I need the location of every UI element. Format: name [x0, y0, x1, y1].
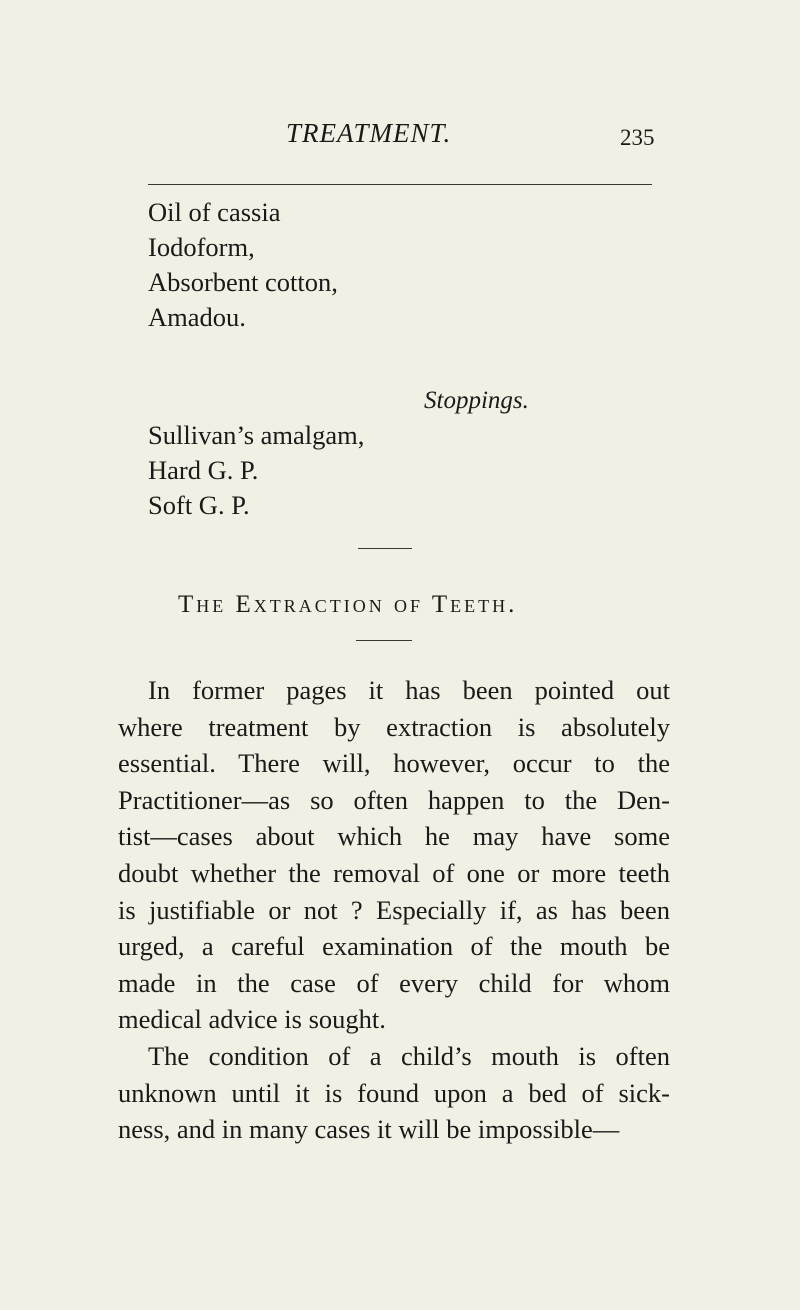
list-item: Hard G. P.: [148, 455, 259, 485]
supplies-list: [148, 195, 338, 335]
list-item: Oil of cassia: [148, 197, 281, 227]
list-item: Sullivan’s amalgam,: [148, 420, 365, 450]
text-line: doubt whether the removal of one or more teeth: [118, 857, 670, 888]
list-item: Iodoform,: [148, 232, 255, 262]
text-line: made in the case of every child for whom: [118, 967, 670, 998]
section-divider-top: [358, 548, 412, 549]
text-line: Practitioner—as so often happen to the Den-: [118, 784, 670, 815]
section-title: The Extraction of Teeth.: [178, 591, 518, 618]
paragraph: [118, 672, 670, 1038]
text-line: where treatment by extraction is absolutely: [118, 711, 670, 742]
text-line: ness, and in many cases it will be impossible—: [118, 1114, 620, 1145]
text-line: unknown until it is found upon a bed of sick-: [118, 1077, 670, 1108]
paragraph: [118, 1038, 670, 1148]
text-line: The condition of a child’s mouth is often: [148, 1040, 670, 1071]
list-item: Absorbent cotton,: [148, 267, 338, 297]
stoppings-heading: Stoppings.: [424, 387, 529, 414]
page-number: 235: [620, 125, 655, 150]
text-line: essential. There will, however, occur to the: [118, 748, 670, 779]
text-line: is justifiable or not ? Especially if, as has been: [118, 894, 670, 925]
text-line: urged, a careful examination of the mouth be: [118, 931, 670, 962]
list-item: Soft G. P.: [148, 490, 250, 520]
text-line: tist—cases about which he may have some: [118, 821, 670, 852]
text-line: In former pages it has been pointed out: [148, 675, 670, 705]
body-text: [118, 672, 670, 1148]
header-rule: [148, 184, 652, 185]
stoppings-list: [148, 418, 364, 523]
text-line: medical advice is sought.: [118, 1004, 386, 1035]
list-item: Amadou.: [148, 302, 246, 332]
running-head-title: TREATMENT.: [286, 118, 452, 148]
section-divider-bottom: [356, 640, 412, 641]
